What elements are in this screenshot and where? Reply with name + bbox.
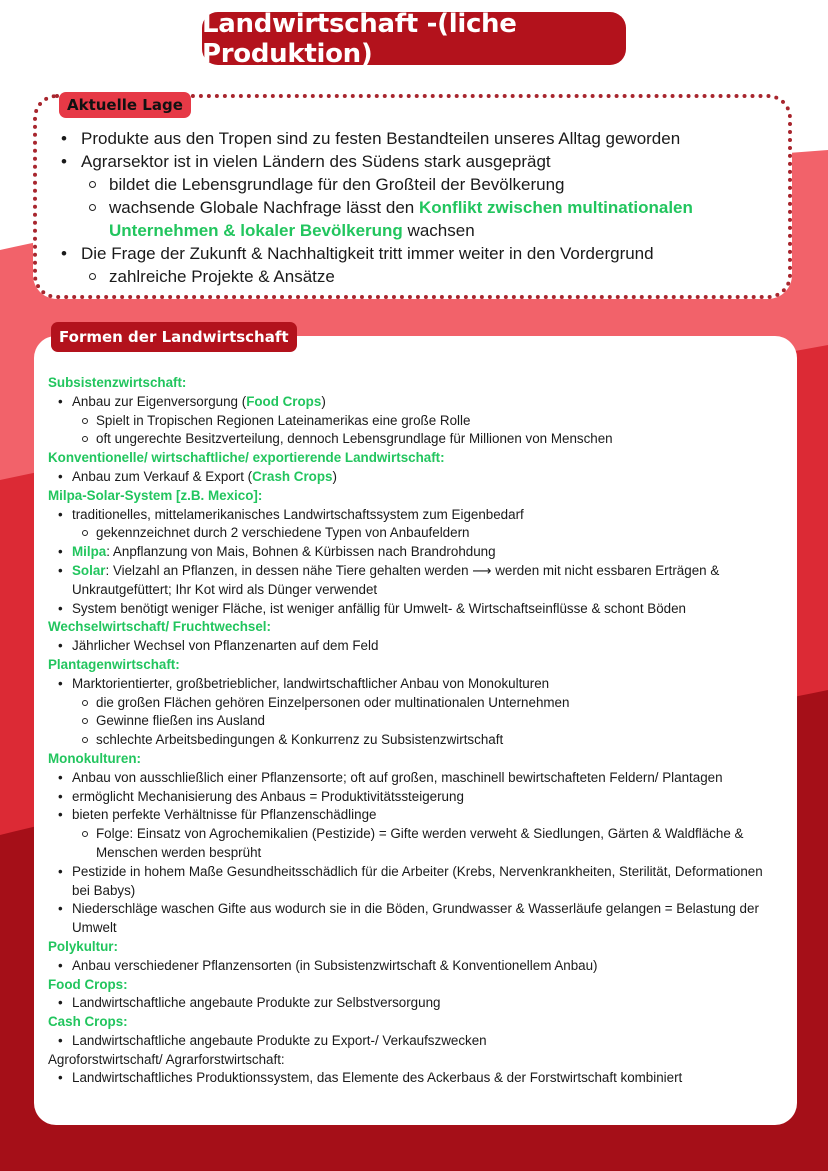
item-text: Produkte aus den Tropen sind zu festen Bestandteilen unseres Alltag geworden [81,129,681,148]
list-item [59,242,772,265]
section-heading: Monokulturen: [48,750,141,766]
section-heading: Subsistenzwirtschaft: [48,375,187,390]
section-label-forms: Formen der Landwirtschaft [51,322,297,352]
highlight-text: Solar [72,562,106,578]
list-item [59,127,772,150]
highlight-text: Milpa [72,544,107,560]
list-item: • System benötigt weniger Fläche, ist weniger anfällig für Umwelt- & Wirtschaftseinflüsse & schont Böden [48,600,783,619]
highlight-text: Crash Crops [252,468,333,484]
section-heading: Food Crops: [48,976,128,992]
list-item [48,543,783,562]
section-heading: Konventionelle/ wirtschaftliche/ exportierende Landwirtschaft: [48,450,445,466]
list-item: • ermöglicht Mechanisierung des Anbaus = Produktivitätssteigerung [48,788,783,807]
list-item: • traditionelles, mittelamerikanisches Landwirtschaftssystem zum Eigenbedarf [48,506,783,525]
sub-list-item: Spielt in Tropischen Regionen Lateinamerikas eine große Rolle [48,412,783,431]
list-item [48,393,783,412]
sub-list-item: die großen Flächen gehören Einzelpersonen oder multinationalen Unternehmen [48,694,783,713]
forms-box [34,336,797,1125]
item-text: zahlreiche Projekte & Ansätze [109,267,335,286]
sub-list-item: gekennzeichnet durch 2 verschiedene Typen von Anbaufeldern [48,524,783,543]
list-item: • Jährlicher Wechsel von Pflanzenarten auf dem Feld [48,637,783,656]
item-text: werden mit nicht essbaren Erträgen & Unkrautgefüttert; Ihr Kot wird als Dünger verwendet [72,562,720,597]
list-item: • Anbau verschiedener Pflanzensorten (in Subsistenzwirtschaft & Konventionellem Anbau) [48,957,783,976]
sub-list-item: oft ungerechte Besitzverteilung, dennoch Lebensgrundlage für Millionen von Menschen [48,430,783,449]
list-item [59,150,772,173]
section-label-current-situation: Aktuelle Lage [59,92,191,118]
item-text: : Anpflanzung von Mais, Bohnen & Kürbissen nach Brandrohdung [106,544,496,560]
item-text: Die Frage der Zukunft & Nachhaltigkeit tritt immer weiter in den Vordergrund [81,244,654,263]
item-text: : Vielzahl an Pflanzen, in dessen nähe Tiere gehalten werden [105,562,469,578]
list-item: • Marktorientierter, großbetrieblicher, landwirtschaftlicher Anbau von Monokulturen [48,675,783,694]
item-text: wachsen [407,221,475,240]
sub-list-item: Folge: Einsatz von Agrochemikalien (Pestizide) = Gifte werden verweht & Siedlungen, Gärten & Waldfläche & Menschen werden besprüht [48,825,783,863]
item-text: Anbau zum Verkauf & Export ( [72,468,253,484]
list-item: • bieten perfekte Verhältnisse für Pflanzenschädlinge [48,806,783,825]
list-item: • Niederschläge waschen Gifte aus wodurch sie in die Böden, Grundwasser & Wasserläufe gelangen = Belastung der Umwelt [48,900,783,938]
list-item: • Anbau von ausschließlich einer Pflanzensorte; oft auf großen, maschinell bewirtschafteten Feldern/ Plantagen [48,769,783,788]
item-text: ) [332,468,337,484]
forms-content [48,374,783,1088]
sub-list-item [59,265,772,288]
list-item: • Pestizide in hohem Maße Gesundheitsschädlich für die Arbeiter (Krebs, Nervenkrankheiten, Sterilität, Deformationen bei Babys) [48,863,783,901]
section-heading: Polykultur: [48,938,118,954]
page-title: Landwirtschaft -(liche Produktion) [202,12,626,65]
section-heading: Cash Crops: [48,1014,128,1030]
item-text: bildet die Lebensgrundlage für den Großteil der Bevölkerung [109,175,565,194]
item-text: wachsende Globale Nachfrage lässt den [109,198,415,217]
item-text: Anbau zur Eigenversorgung ( [72,393,247,409]
current-situation-box [33,94,792,299]
item-text: Agrarsektor ist in vielen Ländern des Südens stark ausgeprägt [81,152,551,171]
list-item [48,562,783,600]
current-situation-list [59,127,772,288]
section-heading: Wechselwirtschaft/ Fruchtwechsel: [48,619,271,635]
sub-list-item [59,196,772,242]
highlight-text: Konflikt zwischen multinationalen Unternehmen & lokaler Bevölkerung [109,198,693,240]
list-item: • Landwirtschaftliche angebaute Produkte zu Export-/ Verkaufszwecken [48,1032,783,1051]
item-text: ) [321,393,326,409]
section-heading: Milpa-Solar-System [z.B. Mexico]: [48,487,263,503]
arrow-icon: ⟶ [472,562,492,578]
sub-list-item [59,173,772,196]
list-item: • Landwirtschaftliche angebaute Produkte zur Selbstversorgung [48,994,783,1013]
sub-list-item: schlechte Arbeitsbedingungen & Konkurrenz zu Subsistenzwirtschaft [48,731,783,750]
list-item [48,468,783,487]
section-heading: Plantagenwirtschaft: [48,656,180,672]
section-heading: Agroforstwirtschaft/ Agrarforstwirtschaft: [48,1051,285,1067]
list-item: • Landwirtschaftliches Produktionssystem, das Elemente des Ackerbaus & der Forstwirtschaft kombiniert [48,1069,783,1088]
sub-list-item: Gewinne fließen ins Ausland [48,712,783,731]
highlight-text: Food Crops [246,393,322,409]
